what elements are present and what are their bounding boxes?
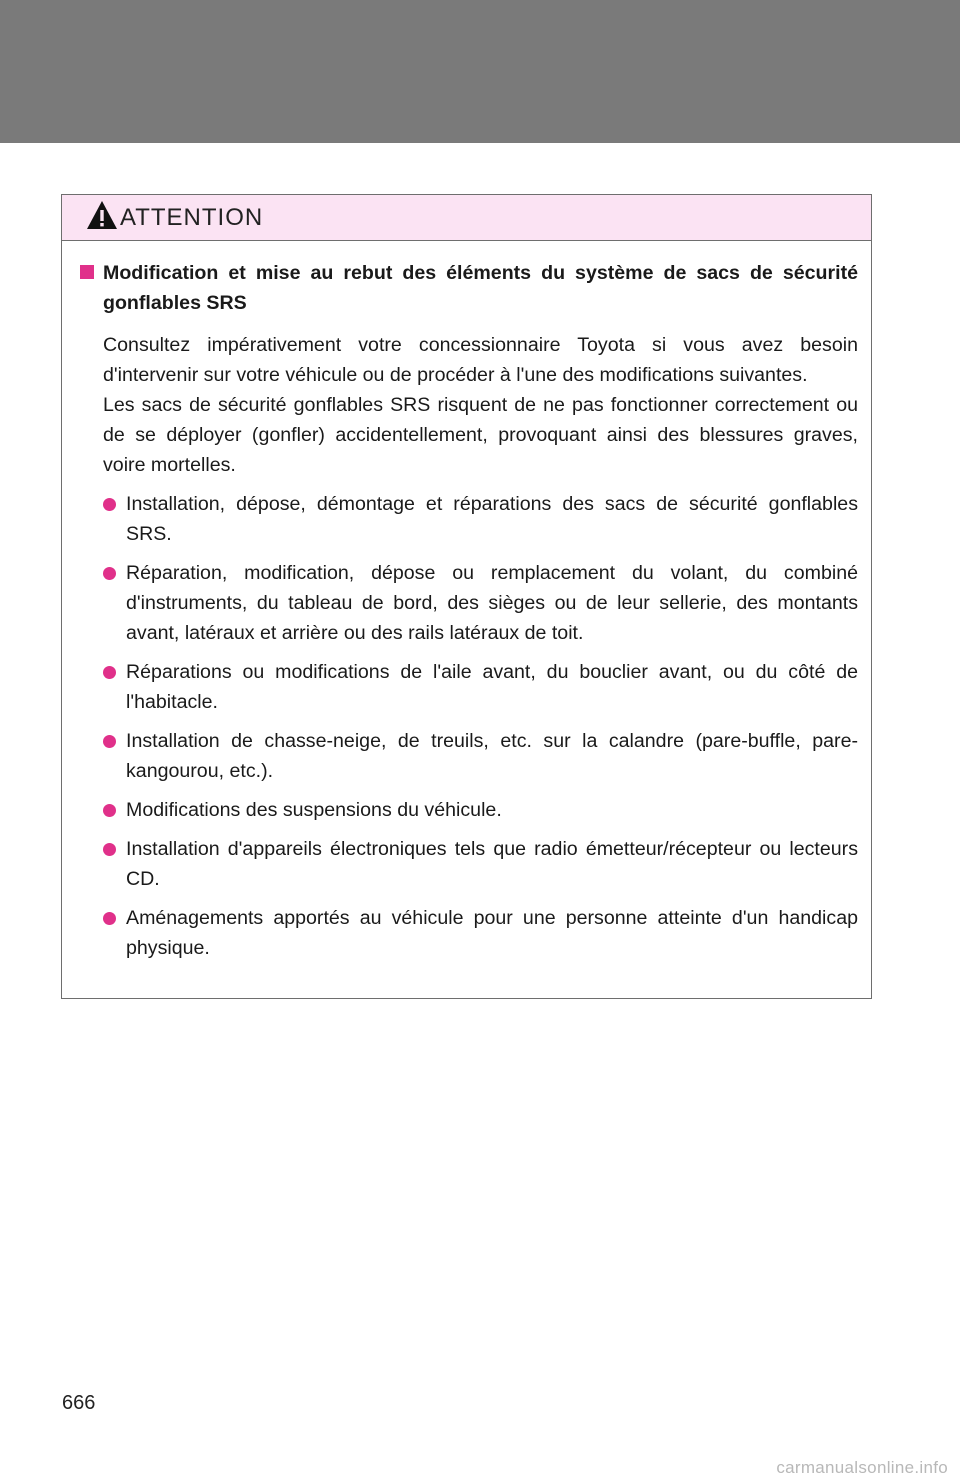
intro-paragraph [80,330,858,480]
list-item-text: Installation, dépose, démontage et réparations des sacs de sécurité gonflables SRS. [126,493,858,545]
attention-title: ATTENTION [120,204,264,231]
list-item-text: Réparation, modification, dépose ou remplacement du volant, du combiné d'instruments, du tableau de bord, des sièges ou de leur sellerie, des montants avant, latéraux et arrière ou des rails latéraux de toit. [126,562,858,644]
list-item-text: Installation de chasse-neige, de treuils, etc. sur la calandre (pare-buffle, pare-kangourou, etc.). [126,730,858,782]
round-bullet-icon [103,912,116,925]
round-bullet-icon [103,804,116,817]
round-bullet-icon [103,498,116,511]
list-item-text: Modifications des suspensions du véhicule. [126,799,502,821]
list-item-text: Aménagements apportés au véhicule pour une personne atteinte d'un handicap physique. [126,907,858,959]
round-bullet-icon [103,666,116,679]
list-item [103,795,858,825]
warning-triangle-icon [86,200,118,230]
list-item [103,903,858,963]
section-heading [80,258,858,318]
list-item [103,726,858,786]
list-item-text: Installation d'appareils électroniques tels que radio émetteur/récepteur ou lecteurs CD. [126,838,858,890]
list-item [103,558,858,648]
section-heading-text: Modification et mise au rebut des éléments du système de sacs de sécurité gonflables SRS [103,262,858,314]
consequence-text: Les sacs de sécurité gonflables SRS risquent de ne pas fonctionner correctement ou de se déployer (gonfler) accidentellement, provoquant ainsi des blessures graves, voire mortelles. [103,394,858,476]
attention-box [61,194,872,999]
square-bullet-icon [80,265,94,279]
list-item [103,489,858,549]
round-bullet-icon [103,567,116,580]
modification-list [80,489,858,963]
list-item-text: Réparations ou modifications de l'aile avant, du bouclier avant, ou du côté de l'habitacle. [126,661,858,713]
round-bullet-icon [103,843,116,856]
page-number: 666 [62,1392,96,1414]
list-item [103,657,858,717]
list-item [103,834,858,894]
attention-header [62,195,871,241]
intro-text: Consultez impérativement votre concessionnaire Toyota si vous avez besoin d'intervenir sur votre véhicule ou de procéder à l'une des modifications suivantes. [103,334,858,386]
watermark: carmanualsonline.info [776,1458,948,1477]
attention-body [62,241,871,963]
header-band [0,0,960,143]
round-bullet-icon [103,735,116,748]
